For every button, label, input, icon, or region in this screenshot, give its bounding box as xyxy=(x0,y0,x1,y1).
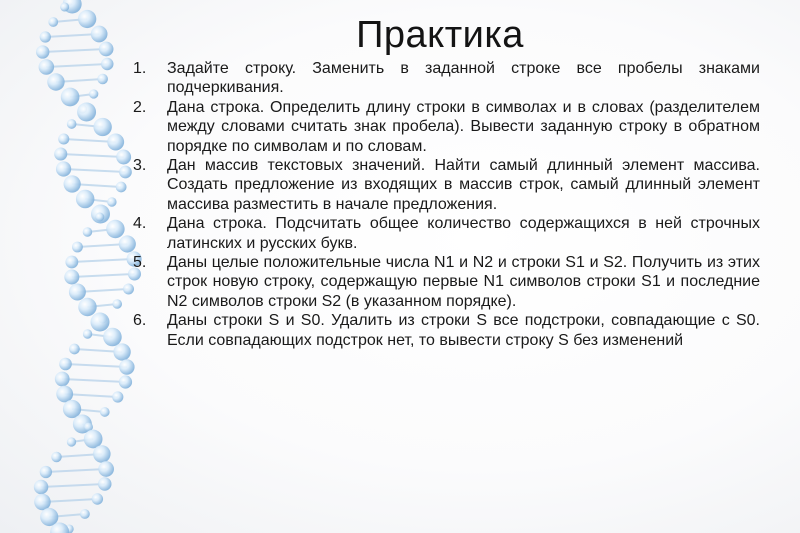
dna-bead xyxy=(101,58,113,70)
task-text: Дана строка. Подсчитать общее количество содержащихся в ней строчных латинских и русских букв. xyxy=(167,215,760,252)
dna-bead xyxy=(48,17,58,27)
task-text: Даны целые положительные числа N1 и N2 и строки S1 и S2. Получить из этих строк новую строку, содержащую первые N1 символов строки S1 и последние N2 символов строки S2 (в указанном порядке). xyxy=(167,254,760,310)
dna-bead xyxy=(40,466,52,478)
dna-bead xyxy=(40,31,51,42)
dna-bead xyxy=(83,329,92,338)
dna-bead xyxy=(100,407,110,417)
task-text: Задайте строку. Заменить в заданной строке все пробелы знаками подчеркивания. xyxy=(167,60,760,97)
dna-bead xyxy=(89,89,98,98)
dna-bead xyxy=(36,45,49,58)
dna-bead xyxy=(119,359,134,374)
dna-rung xyxy=(64,169,126,172)
dna-bead xyxy=(39,59,55,75)
dna-bead xyxy=(72,242,83,253)
dna-bead xyxy=(40,508,58,526)
dna-bead xyxy=(65,256,78,269)
dna-bead xyxy=(99,42,114,57)
dna-bead xyxy=(98,477,112,491)
dna-bead xyxy=(83,227,93,237)
task-number: 1. xyxy=(133,60,147,77)
dna-bead xyxy=(64,269,79,284)
dna-bead xyxy=(56,386,73,403)
dna-bead xyxy=(91,313,110,332)
dna-rung xyxy=(46,64,107,67)
task-item-4 xyxy=(120,214,760,253)
dna-bead xyxy=(34,480,48,494)
dna-bead xyxy=(95,212,104,221)
dna-bead xyxy=(69,283,86,300)
dna-bead xyxy=(119,375,132,388)
task-number: 3. xyxy=(133,157,147,175)
dna-bead xyxy=(51,452,61,462)
task-item-5 xyxy=(120,253,760,311)
task-number: 4. xyxy=(133,215,147,233)
dna-bead xyxy=(67,119,77,129)
dna-bead xyxy=(64,175,81,192)
dna-bead xyxy=(112,391,123,402)
dna-bead xyxy=(59,358,72,371)
dna-rung xyxy=(62,379,125,382)
task-number: 5. xyxy=(133,254,147,272)
dna-bead xyxy=(54,147,67,160)
dna-rung xyxy=(61,154,124,157)
dna-rung xyxy=(46,469,106,472)
task-item-3 xyxy=(120,156,760,214)
dna-bead xyxy=(58,133,69,144)
dna-bead xyxy=(67,437,76,446)
dna-bead xyxy=(78,298,96,316)
task-list xyxy=(120,59,760,350)
dna-bead xyxy=(61,88,80,107)
task-text: Дан массив текстовых значений. Найти самый длинный элемент массива. Создать предложение из входящих в массив строк, самый длинный элемент массива разместить в начале предложения. xyxy=(167,157,760,213)
task-text: Дана строка. Определить длину строки в символах и в словах (разделителем между словами считать знак пробела). Вывести заданную строку в обратном порядке по символам и по словам. xyxy=(167,98,760,155)
dna-bead xyxy=(91,26,108,43)
dna-bead xyxy=(93,445,111,463)
dna-rung xyxy=(66,364,127,367)
task-item-6 xyxy=(120,311,760,350)
dna-bead xyxy=(97,74,108,85)
dna-bead xyxy=(80,509,90,519)
dna-bead xyxy=(107,197,116,206)
dna-bead xyxy=(78,10,96,28)
dna-bead xyxy=(103,328,122,347)
dna-bead xyxy=(92,493,103,504)
dna-bead xyxy=(77,103,96,122)
dna-bead xyxy=(93,118,111,136)
dna-bead xyxy=(55,372,70,387)
dna-bead xyxy=(34,494,51,511)
slide-title: Практика xyxy=(356,14,524,56)
dna-bead xyxy=(60,2,69,11)
dna-bead xyxy=(98,461,114,477)
dna-rung xyxy=(41,484,105,487)
dna-bead xyxy=(69,344,80,355)
task-number: 2. xyxy=(133,98,147,116)
task-item-1 xyxy=(120,59,760,98)
dna-bead xyxy=(76,190,95,209)
task-number: 6. xyxy=(133,312,147,330)
task-item-2 xyxy=(120,98,760,156)
dna-rung xyxy=(43,49,106,52)
dna-bead xyxy=(56,161,71,176)
task-text: Даны строки S и S0. Удалить из строки S все подстроки, совпадающие с S0. Если совпадающих подстрок нет, то вывести строку S без изменений xyxy=(167,312,760,349)
dna-bead xyxy=(47,73,64,90)
